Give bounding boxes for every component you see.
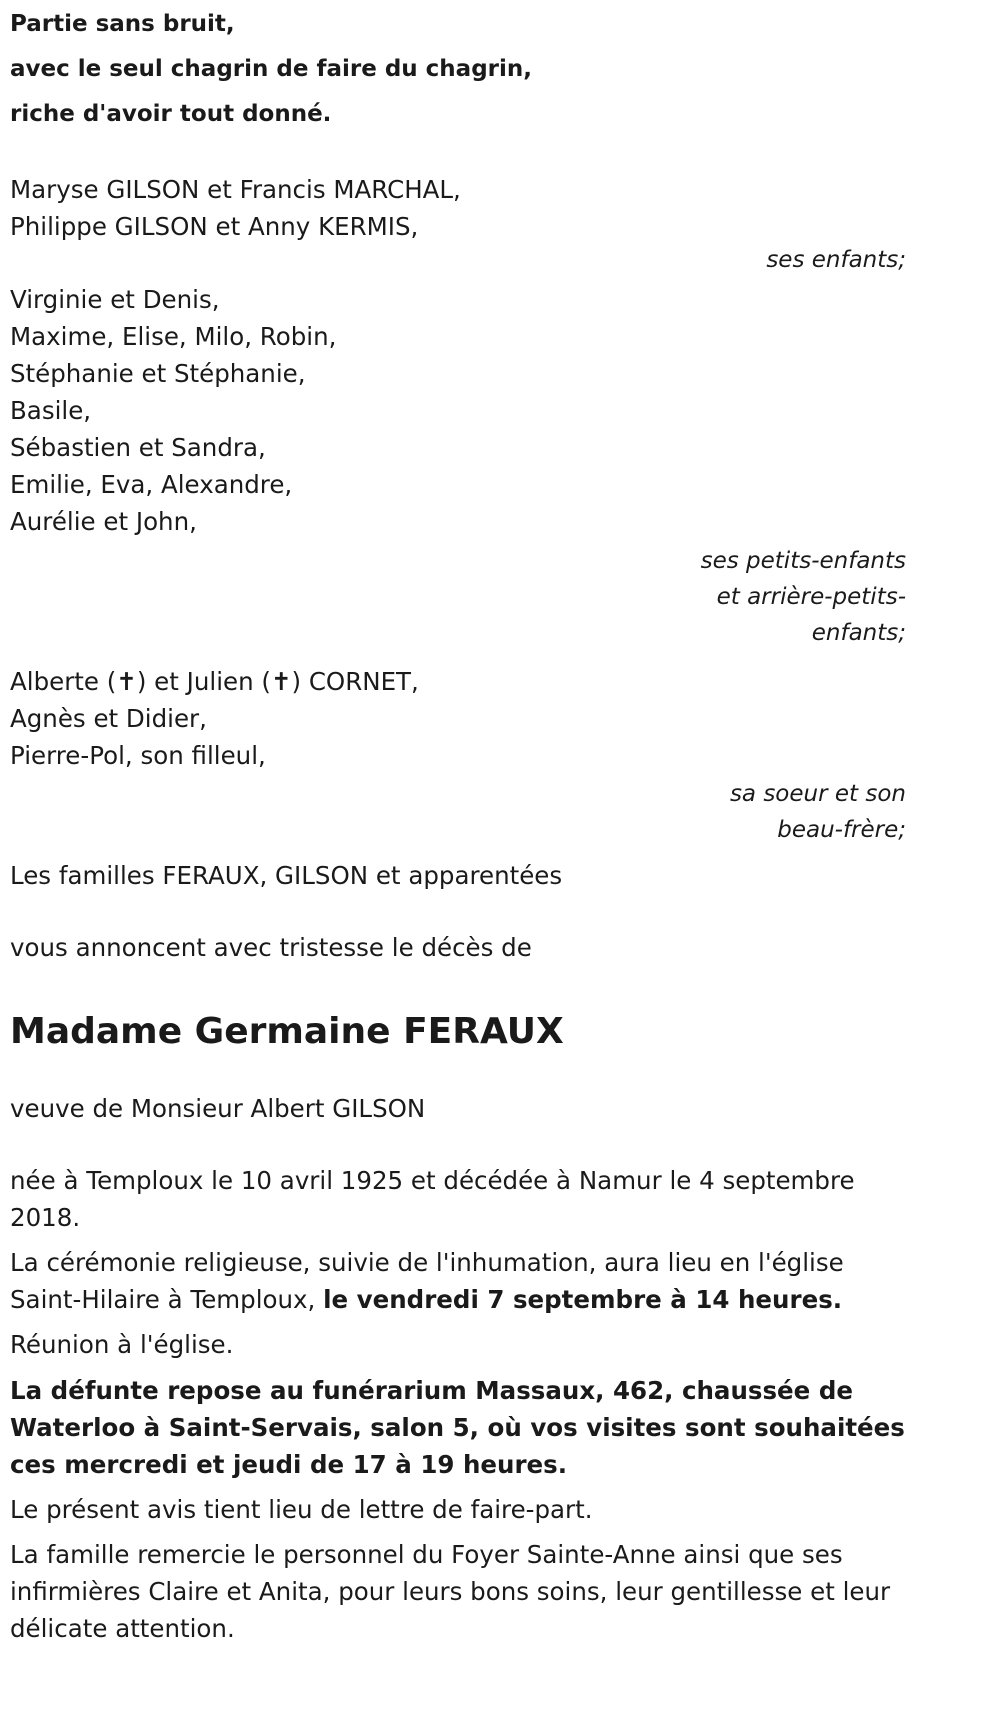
families-line: Les familles FERAUX, GILSON et apparentées <box>10 861 563 890</box>
grandchildren-name-line: Maxime, Elise, Milo, Robin, <box>10 322 337 351</box>
ceremony-paragraph <box>10 1244 906 1318</box>
siblings-block <box>10 663 906 848</box>
grandchildren-name-line: Emilie, Eva, Alexandre, <box>10 470 293 499</box>
obituary-notice <box>10 0 906 1647</box>
ceremony-text: La cérémonie religieuse, suivie de l'inhumation, aura lieu en l'église Saint-Hilaire à Temploux, <box>10 1248 844 1314</box>
grandchildren-role-line: enfants; <box>811 620 906 646</box>
motto-line: Partie sans bruit, <box>10 11 235 37</box>
siblings-name-line: Alberte (✝) et Julien (✝) CORNET, <box>10 667 419 696</box>
grandchildren-role-line: et arrière-petits- <box>716 584 906 610</box>
motto-line: avec le seul chagrin de faire du chagrin, <box>10 56 533 82</box>
siblings-role-line: beau-frère; <box>777 817 906 843</box>
grandchildren-name-line: Stéphanie et Stéphanie, <box>10 359 306 388</box>
funerarium-paragraph: La défunte repose au funérarium Massaux, 462, chaussée de Waterloo à Saint-Servais, salon 5, où vos visites sont souhaitées ces mercredi et jeudi de 17 à 19 heures. <box>10 1376 905 1479</box>
siblings-role-line: sa soeur et son <box>729 781 906 807</box>
birth-death-paragraph: née à Temploux le 10 avril 1925 et décédée à Namur le 4 septembre 2018. <box>10 1166 855 1232</box>
notice-paragraph: Le présent avis tient lieu de lettre de faire-part. <box>10 1495 593 1524</box>
grandchildren-role <box>10 543 906 651</box>
siblings-name-line: Agnès et Didier, <box>10 704 207 733</box>
siblings-name-line: Pierre-Pol, son filleul, <box>10 741 266 770</box>
announce-line: vous annoncent avec tristesse le décès de <box>10 933 532 962</box>
widow-of-line: veuve de Monsieur Albert GILSON <box>10 1094 426 1123</box>
grandchildren-block <box>10 281 906 651</box>
grandchildren-role-line: ses petits-enfants <box>700 548 906 574</box>
grandchildren-name-line: Aurélie et John, <box>10 507 197 536</box>
motto-line: riche d'avoir tout donné. <box>10 101 332 127</box>
children-role: ses enfants; <box>766 247 906 273</box>
ceremony-date: le vendredi 7 septembre à 14 heures. <box>323 1285 843 1314</box>
grandchildren-name-line: Virginie et Denis, <box>10 285 220 314</box>
grandchildren-name-line: Sébastien et Sandra, <box>10 433 266 462</box>
grandchildren-name-line: Basile, <box>10 396 92 425</box>
motto <box>10 0 906 137</box>
children-block <box>10 171 906 278</box>
siblings-role <box>10 776 906 848</box>
deceased-name: Madame Germaine FERAUX <box>10 1011 564 1052</box>
children-name-line: Maryse GILSON et Francis MARCHAL, <box>10 175 461 204</box>
children-name-line: Philippe GILSON et Anny KERMIS, <box>10 212 419 241</box>
meeting-paragraph: Réunion à l'église. <box>10 1330 234 1359</box>
thanks-paragraph: La famille remercie le personnel du Foyer Sainte-Anne ainsi que ses infirmières Claire et Anita, pour leurs bons soins, leur gentillesse et leur délicate attention. <box>10 1540 891 1643</box>
